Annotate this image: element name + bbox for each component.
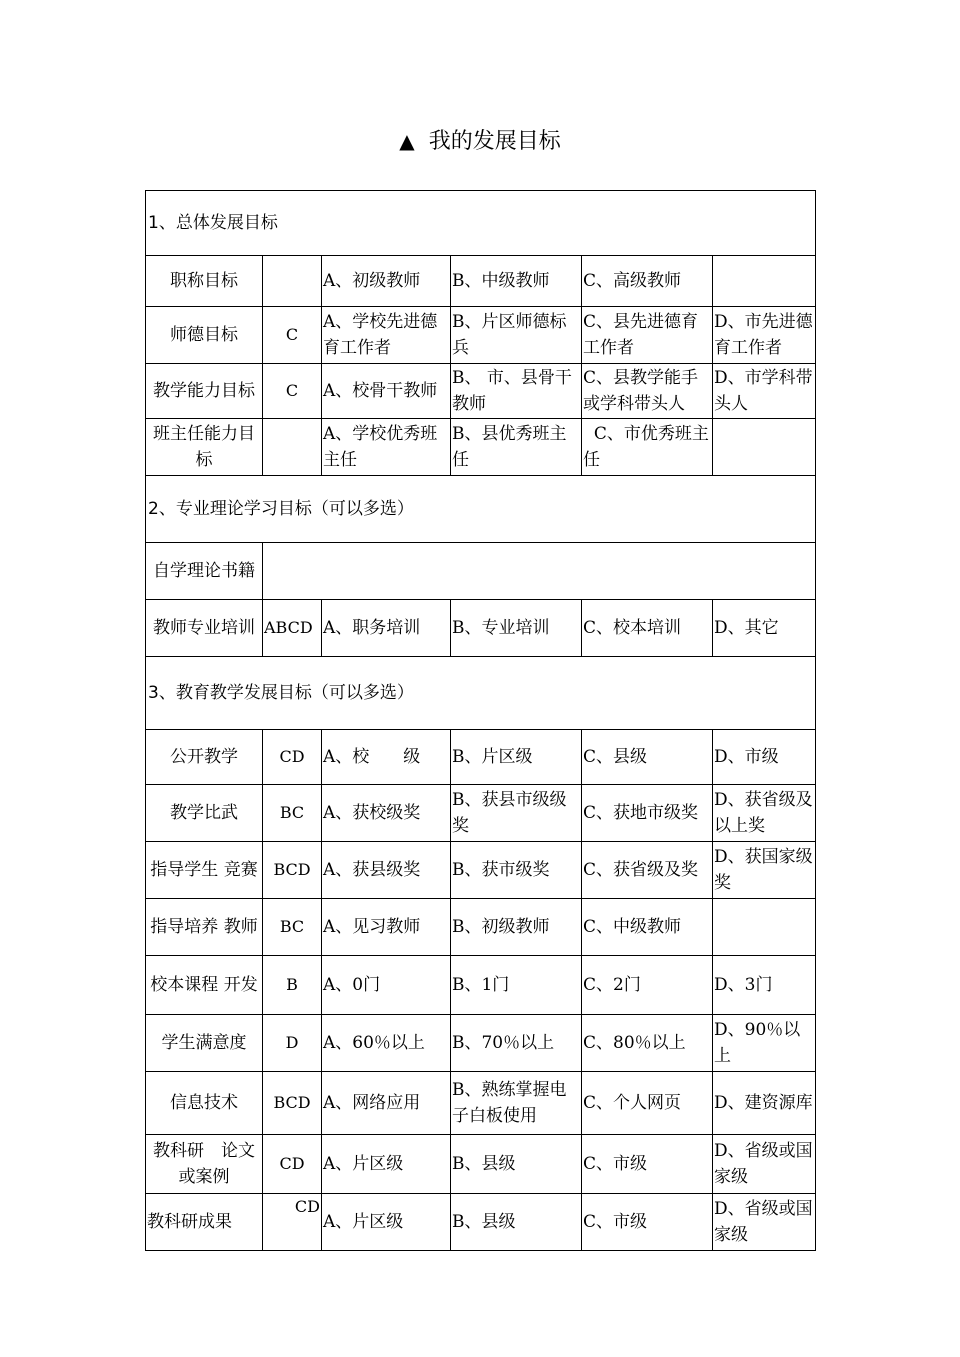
option-d: D、建资源库: [713, 1072, 816, 1135]
row-label: 师德目标: [146, 307, 263, 364]
option-d: D、市先进德育工作者: [713, 307, 816, 364]
table-row: [146, 256, 816, 307]
option-a: A、校骨干教师: [322, 364, 451, 419]
table-row: [146, 730, 816, 785]
option-b: B、初级教师: [451, 899, 582, 956]
selected-choice: [263, 256, 322, 307]
option-b: B、县优秀班主任: [451, 419, 582, 476]
row-label: 教学比武: [146, 785, 263, 842]
option-a: A、校 级: [322, 730, 451, 785]
row-label: 教学能力目标: [146, 364, 263, 419]
selected-choice: B: [263, 956, 322, 1015]
option-a: A、60％以上: [322, 1015, 451, 1072]
row-label: 信息技术: [146, 1072, 263, 1135]
option-a: A、获校级奖: [322, 785, 451, 842]
option-c: C、校本培训: [582, 600, 713, 657]
option-a: A、职务培训: [322, 600, 451, 657]
option-c: C、市级: [582, 1135, 713, 1194]
option-a: A、见习教师: [322, 899, 451, 956]
option-b: B、熟练掌握电子白板使用: [451, 1072, 582, 1135]
option-b: B、 市、县骨干教师: [451, 364, 582, 419]
selected-choice: CD: [263, 1194, 322, 1251]
row-label: 班主任能力目标: [146, 419, 263, 476]
option-d: D、3门: [713, 956, 816, 1015]
option-a: A、学校先进德育工作者: [322, 307, 451, 364]
option-b: B、获市级奖: [451, 842, 582, 899]
selected-choice: C: [263, 307, 322, 364]
option-d: D、获国家级奖: [713, 842, 816, 899]
option-b: B、获县市级级奖: [451, 785, 582, 842]
selected-choice: BCD: [263, 842, 322, 899]
option-d: [713, 419, 816, 476]
option-b: B、70％以上: [451, 1015, 582, 1072]
option-b: B、县级: [451, 1194, 582, 1251]
row-label: 公开教学: [146, 730, 263, 785]
row-label: 指导学生 竞赛: [146, 842, 263, 899]
option-d: D、其它: [713, 600, 816, 657]
selected-choice: ABCD: [263, 600, 322, 657]
option-a: A、网络应用: [322, 1072, 451, 1135]
section-heading: 2、专业理论学习目标（可以多选）: [146, 476, 816, 543]
row-label: 教科研成果: [146, 1194, 263, 1251]
table-row: [146, 842, 816, 899]
development-goals-table: [145, 190, 816, 1251]
table-row: [146, 899, 816, 956]
section-heading-row: [146, 191, 816, 256]
table-row: [146, 1135, 816, 1194]
option-c: C、个人网页: [582, 1072, 713, 1135]
selected-choice: D: [263, 1015, 322, 1072]
option-c: C、市优秀班主任: [582, 419, 713, 476]
row-label: 职称目标: [146, 256, 263, 307]
table-row: [146, 543, 816, 600]
option-c: C、2门: [582, 956, 713, 1015]
table-row: [146, 1194, 816, 1251]
option-c: C、获省级及奖: [582, 842, 713, 899]
selected-choice: BC: [263, 785, 322, 842]
option-b: B、专业培训: [451, 600, 582, 657]
table-row: [146, 364, 816, 419]
section-heading: 3、教育教学发展目标（可以多选）: [146, 657, 816, 730]
selected-choice: [263, 419, 322, 476]
option-a: A、学校优秀班主任: [322, 419, 451, 476]
selected-choice: CD: [263, 1135, 322, 1194]
row-label: 指导培养 教师: [146, 899, 263, 956]
option-b: B、片区级: [451, 730, 582, 785]
option-c: C、市级: [582, 1194, 713, 1251]
books-content: [263, 543, 816, 600]
selected-choice: BCD: [263, 1072, 322, 1135]
row-label: 教科研 论文或案例: [146, 1135, 263, 1194]
row-label: 自学理论书籍: [146, 543, 263, 600]
option-d: D、省级或国家级: [713, 1135, 816, 1194]
option-b: B、中级教师: [451, 256, 582, 307]
option-b: B、县级: [451, 1135, 582, 1194]
row-label: 教师专业培训: [146, 600, 263, 657]
table-row: [146, 419, 816, 476]
table-row: [146, 1015, 816, 1072]
table-row: [146, 307, 816, 364]
option-c: C、县先进德育工作者: [582, 307, 713, 364]
option-b: B、1门: [451, 956, 582, 1015]
option-d: D、市级: [713, 730, 816, 785]
option-c: C、获地市级奖: [582, 785, 713, 842]
triangle-icon: ▲: [399, 129, 415, 153]
selected-choice: CD: [263, 730, 322, 785]
row-label: 校本课程 开发: [146, 956, 263, 1015]
option-c: C、县教学能手或学科带头人: [582, 364, 713, 419]
section-heading-row: [146, 657, 816, 730]
selected-choice: BC: [263, 899, 322, 956]
option-a: A、片区级: [322, 1135, 451, 1194]
option-c: C、县级: [582, 730, 713, 785]
option-c: C、80％以上: [582, 1015, 713, 1072]
option-d: [713, 899, 816, 956]
table-row: [146, 785, 816, 842]
option-a: A、片区级: [322, 1194, 451, 1251]
page-title: [0, 124, 960, 159]
table-row: [146, 956, 816, 1015]
option-d: D、省级或国家级: [713, 1194, 816, 1251]
row-label: 学生满意度: [146, 1015, 263, 1072]
table-row: [146, 1072, 816, 1135]
page-title-text: 我的发展目标: [428, 129, 561, 154]
selected-choice: C: [263, 364, 322, 419]
option-c: C、高级教师: [582, 256, 713, 307]
section-heading-row: [146, 476, 816, 543]
option-d: [713, 256, 816, 307]
option-a: A、获县级奖: [322, 842, 451, 899]
option-b: B、片区师德标兵: [451, 307, 582, 364]
option-a: A、初级教师: [322, 256, 451, 307]
section-heading: 1、总体发展目标: [146, 191, 816, 256]
option-c: C、中级教师: [582, 899, 713, 956]
option-d: D、90％以上: [713, 1015, 816, 1072]
table-row: [146, 600, 816, 657]
option-a: A、0门: [322, 956, 451, 1015]
option-d: D、市学科带头人: [713, 364, 816, 419]
option-d: D、获省级及以上奖: [713, 785, 816, 842]
